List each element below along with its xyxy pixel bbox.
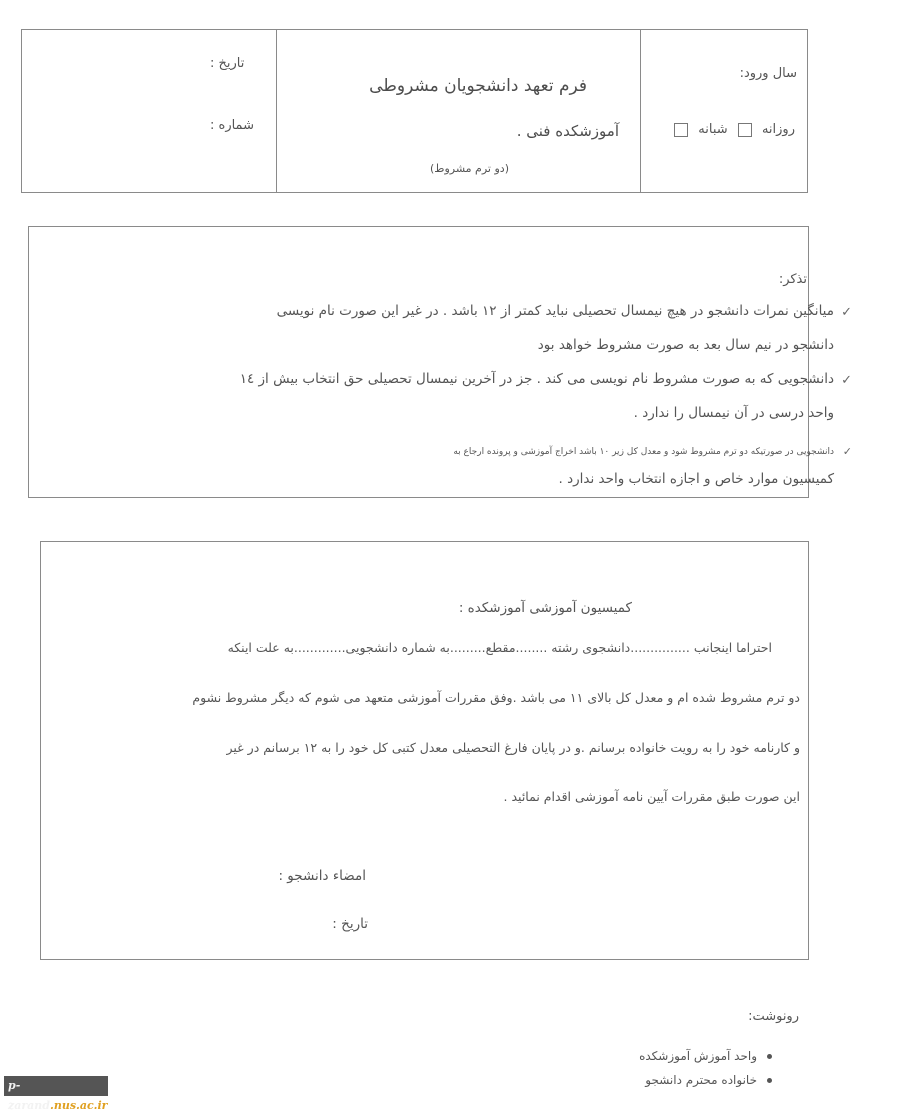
header-date-label: تاریخ : <box>210 56 245 71</box>
commitment-box <box>40 541 809 960</box>
reminder-item-1-line2: دانشجو در نیم سال بعد به صورت مشروط خواهد بود <box>537 337 834 353</box>
reminder-item-2-line2: واحد درسی در آن نیمسال را ندارد . <box>633 405 834 421</box>
bullet-icon <box>767 1078 772 1083</box>
reminder-heading: تذکر: <box>778 272 807 287</box>
reminder-item-2-line1: دانشجویی که به صورت مشروط نام نویسی می کند . جز در آخرین نیمسال تحصیلی حق انتخاب بیش از ۱٤ <box>239 371 834 387</box>
commitment-line-3: و کارنامه خود را به رویت خانواده برسانم .و در پایان فارغ التحصیلی معدل کتبی کل خود را به ۱۲ برسانم در غیر <box>226 740 800 755</box>
commitment-line-1: احتراما اینجانب ...............دانشجوی رشته ........مقطع.........به شماره دانشجویی.............به علت اینکه <box>227 640 772 655</box>
bullet-icon <box>767 1054 772 1059</box>
entry-year-label: سال ورود: <box>739 66 797 81</box>
header-divider-right <box>640 30 641 192</box>
copies-heading: رونوشت: <box>748 1009 799 1024</box>
reminder-item-3-line2: کمیسیون موارد خاص و اجازه انتخاب واحد ندارد . <box>558 471 834 487</box>
form-title: فرم تعهد دانشجویان مشروطی <box>369 76 587 96</box>
check-icon: ✓ <box>842 445 852 458</box>
header-number-label: شماره : <box>210 118 254 133</box>
watermark-part-2: .nus.ac.ir <box>50 1099 108 1112</box>
form-header-table <box>21 29 808 193</box>
check-icon: ✓ <box>841 305 852 320</box>
copies-item-2-label: خانواده محترم دانشجو <box>645 1073 757 1087</box>
watermark-part-1: p-zarand <box>8 1079 50 1112</box>
commitment-date-label: تاریخ : <box>332 916 368 932</box>
shift-night-checkbox[interactable] <box>674 123 688 137</box>
reminder-box <box>28 226 852 498</box>
site-watermark <box>4 1076 108 1112</box>
school-name: آموزشکده فنی . <box>516 122 619 140</box>
copies-item-1 <box>639 1049 772 1063</box>
copies-item-1-label: واحد آموزش آموزشکده <box>639 1049 757 1063</box>
reminder-item-1-line1: میانگین نمرات دانشجو در هیچ نیمسال تحصیلی نباید کمتر از ۱۲ باشد . در غیر این صورت نام نویسی <box>276 303 834 319</box>
commitment-line-2: دو ترم مشروط شده ام و معدل کل بالای ۱۱ می باشد .وفق مقررات آموزشی متعهد می شوم که دیگر مشروط نشوم <box>192 690 800 705</box>
header-divider-left <box>276 30 277 192</box>
shift-night-label: شبانه <box>698 122 728 137</box>
copies-item-2 <box>645 1073 772 1087</box>
commitment-line-4: این صورت طبق مقررات آیین نامه آموزشی اقدام نمائید . <box>503 789 800 804</box>
form-subtitle: (دو ترم مشروط) <box>430 162 509 175</box>
shift-day-checkbox[interactable] <box>738 123 752 137</box>
shift-options <box>668 122 795 137</box>
check-icon: ✓ <box>841 373 852 388</box>
reminder-item-3-line1: دانشجویی در صورتیکه دو ترم مشروط شود و معدل کل زیر ۱۰ باشد اخراج آموزشی و پرونده ارجاع به <box>453 447 834 457</box>
shift-day-label: روزانه <box>761 122 795 137</box>
student-signature-label: امضاء دانشجو : <box>278 868 366 884</box>
commitment-addressee: کمیسیون آموزشی آموزشکده : <box>458 600 632 616</box>
